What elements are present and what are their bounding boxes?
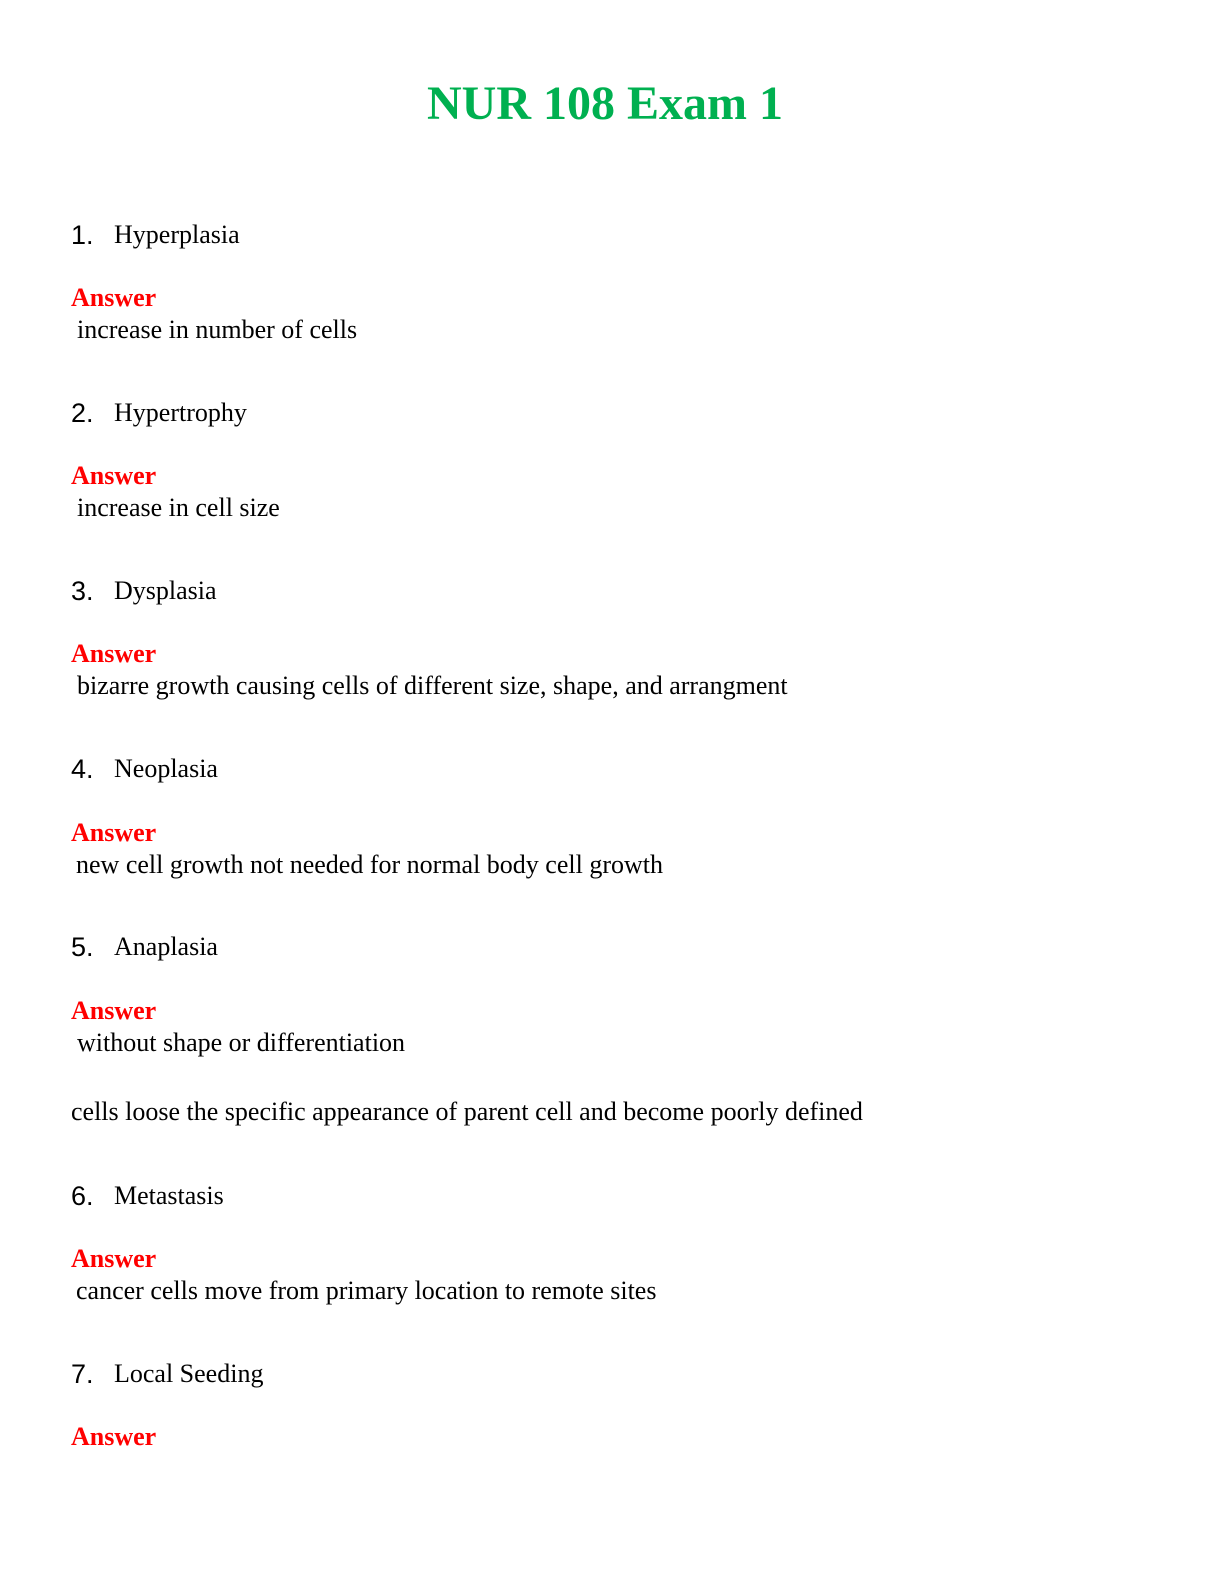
answer-text: without shape or differentiation (77, 1028, 406, 1057)
question-term: Local Seeding (114, 1359, 264, 1388)
question-term: Hyperplasia (114, 220, 240, 249)
answer-label: Answer (71, 1422, 157, 1451)
question-term: Anaplasia (114, 932, 218, 961)
answer-text: increase in number of cells (77, 315, 358, 344)
question-number: 7. (71, 1359, 94, 1389)
answer-text: increase in cell size (77, 493, 280, 522)
answer-label: Answer (71, 1244, 157, 1273)
question-number: 1. (71, 220, 94, 250)
answer-text: cancer cells move from primary location to remote sites (76, 1276, 657, 1305)
question-number: 5. (71, 932, 94, 962)
answer-label: Answer (71, 461, 157, 490)
question-number: 3. (71, 576, 94, 606)
question-number: 2. (71, 398, 94, 428)
answer-label: Answer (71, 283, 157, 312)
question-number: 6. (71, 1181, 94, 1211)
question-term: Hypertrophy (114, 398, 247, 427)
question-term: Dysplasia (114, 576, 217, 605)
page-title: NUR 108 Exam 1 (427, 77, 783, 130)
answer-extra-text: cells loose the specific appearance of parent cell and become poorly defined (71, 1097, 863, 1126)
question-term: Metastasis (114, 1181, 224, 1210)
answer-label: Answer (71, 818, 157, 847)
answer-text: bizarre growth causing cells of different size, shape, and arrangment (77, 671, 788, 700)
answer-text: new cell growth not needed for normal body cell growth (76, 850, 663, 879)
answer-label: Answer (71, 639, 157, 668)
question-number: 4. (71, 754, 94, 784)
answer-label: Answer (71, 996, 157, 1025)
question-term: Neoplasia (114, 754, 218, 783)
